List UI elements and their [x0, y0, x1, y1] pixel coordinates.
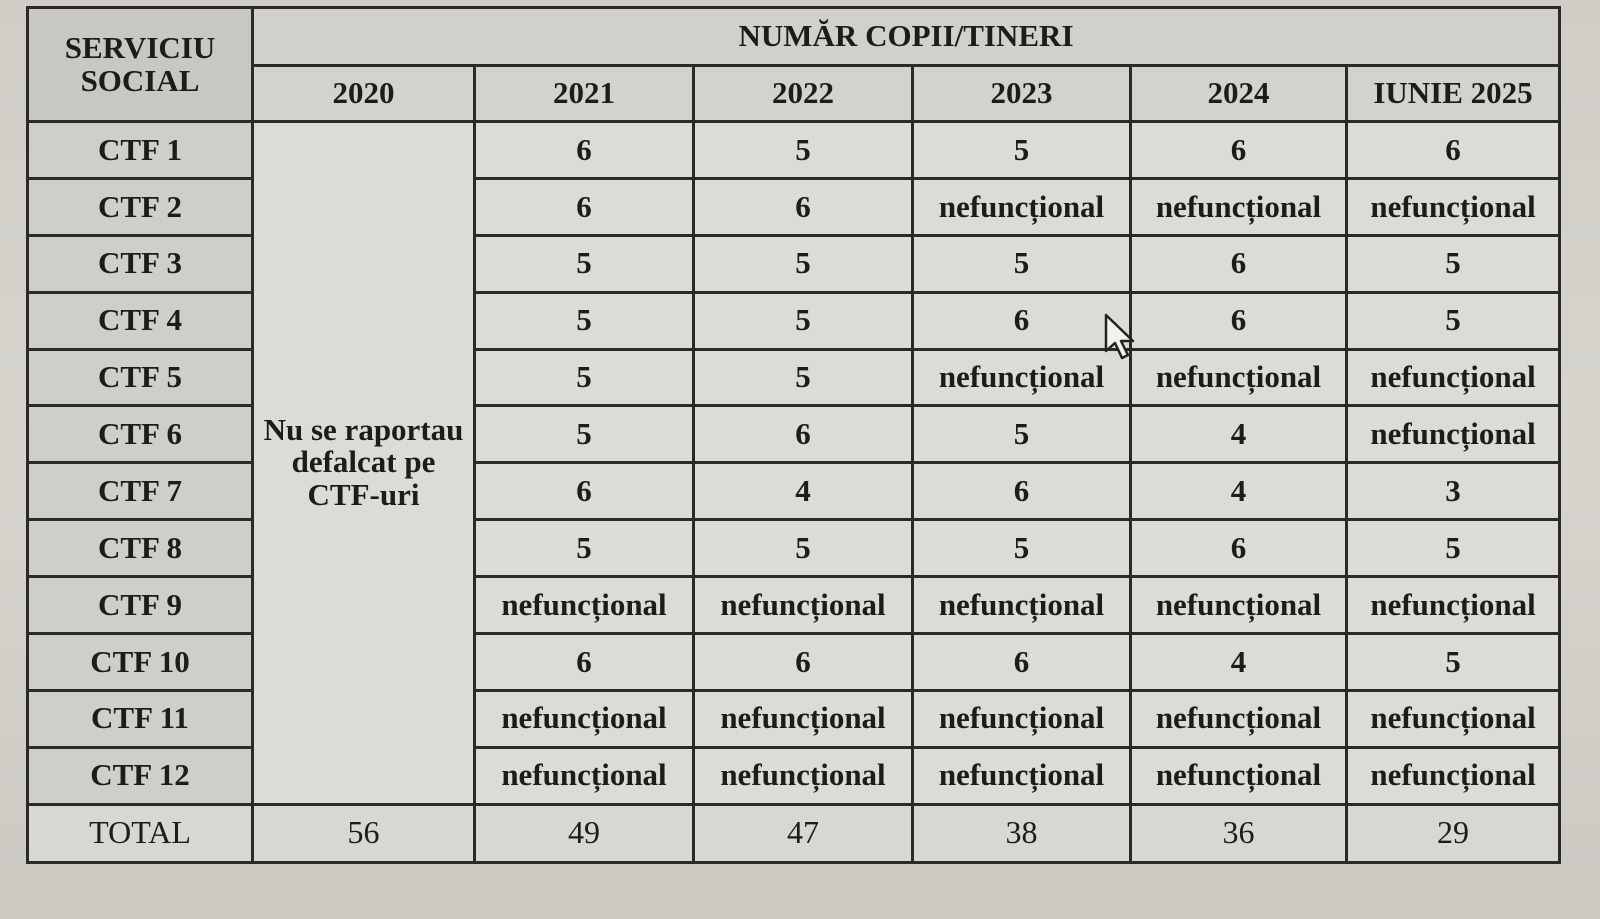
- table-cell: 4: [1131, 406, 1347, 463]
- table-cell: 6: [475, 122, 694, 179]
- row-label: CTF 4: [28, 292, 253, 349]
- row-label: CTF 5: [28, 349, 253, 406]
- table-cell: nefuncțional: [694, 577, 913, 634]
- table-cell: 5: [475, 349, 694, 406]
- total-cell: 49: [475, 804, 694, 863]
- table-cell: 6: [913, 292, 1131, 349]
- table-cell: 6: [1131, 520, 1347, 577]
- table-cell: 3: [1347, 463, 1560, 520]
- table-cell: nefuncțional: [913, 747, 1131, 804]
- table-cell: 5: [475, 235, 694, 292]
- row-label: CTF 11: [28, 690, 253, 747]
- table-cell: 6: [913, 633, 1131, 690]
- table-row: [28, 122, 1560, 179]
- table-cell: nefuncțional: [1347, 747, 1560, 804]
- total-cell: 36: [1131, 804, 1347, 863]
- table-cell: 5: [1347, 520, 1560, 577]
- table-cell: 5: [694, 122, 913, 179]
- table-cell: nefuncțional: [1131, 690, 1347, 747]
- row-label: CTF 10: [28, 633, 253, 690]
- table-cell: 6: [1347, 122, 1560, 179]
- table-cell: 4: [694, 463, 913, 520]
- header-year: 2022: [694, 66, 913, 122]
- table-cell: 4: [1131, 633, 1347, 690]
- table-cell: 5: [913, 235, 1131, 292]
- table-cell: nefuncțional: [1131, 577, 1347, 634]
- table-cell: 5: [1347, 633, 1560, 690]
- table-cell: nefuncțional: [1347, 406, 1560, 463]
- table-cell: nefuncțional: [694, 690, 913, 747]
- table-cell: 6: [1131, 235, 1347, 292]
- table-cell: 6: [694, 406, 913, 463]
- mouse-pointer-icon: [1104, 313, 1138, 361]
- header-year: IUNIE 2025: [1347, 66, 1560, 122]
- table-cell: 6: [475, 633, 694, 690]
- table-cell: 5: [913, 122, 1131, 179]
- table-cell: 5: [475, 292, 694, 349]
- row-label: CTF 1: [28, 122, 253, 179]
- table-cell: nefuncțional: [1347, 690, 1560, 747]
- total-cell: 47: [694, 804, 913, 863]
- table-cell: nefuncțional: [1131, 349, 1347, 406]
- header-year: 2023: [913, 66, 1131, 122]
- table-cell: 6: [913, 463, 1131, 520]
- header-group: NUMĂR COPII/TINERI: [253, 8, 1560, 66]
- table-cell: nefuncțional: [1347, 349, 1560, 406]
- header-service: SERVICIU SOCIAL: [28, 8, 253, 122]
- total-cell: 38: [913, 804, 1131, 863]
- table-cell: nefuncțional: [913, 178, 1131, 235]
- table-cell: 6: [475, 178, 694, 235]
- row-label: CTF 3: [28, 235, 253, 292]
- header-year: 2020: [253, 66, 475, 122]
- table-cell: nefuncțional: [1347, 178, 1560, 235]
- table-cell: 4: [1131, 463, 1347, 520]
- table-cell: 6: [475, 463, 694, 520]
- table-cell: 5: [694, 349, 913, 406]
- total-cell: 56: [253, 804, 475, 863]
- table-cell: 6: [694, 633, 913, 690]
- table-cell: nefuncțional: [913, 349, 1131, 406]
- header-year: 2021: [475, 66, 694, 122]
- table-cell: 5: [694, 292, 913, 349]
- table-cell: 6: [694, 178, 913, 235]
- table-cell: nefuncțional: [1347, 577, 1560, 634]
- table-cell: 5: [475, 520, 694, 577]
- table-cell: 5: [1347, 292, 1560, 349]
- table-cell: nefuncțional: [475, 577, 694, 634]
- table-cell: 5: [694, 235, 913, 292]
- table-cell: 5: [694, 520, 913, 577]
- table-cell: 5: [1347, 235, 1560, 292]
- table-cell: nefuncțional: [475, 690, 694, 747]
- row-label: CTF 8: [28, 520, 253, 577]
- header-year: 2024: [1131, 66, 1347, 122]
- total-row: [28, 804, 1560, 863]
- row-label: CTF 2: [28, 178, 253, 235]
- row-label: CTF 7: [28, 463, 253, 520]
- note-2020: Nu se raportau defalcat pe CTF-uri: [253, 122, 475, 805]
- table-cell: 6: [1131, 122, 1347, 179]
- row-label: CTF 12: [28, 747, 253, 804]
- table-cell: nefuncțional: [913, 690, 1131, 747]
- table-cell: 5: [913, 406, 1131, 463]
- table-cell: nefuncțional: [1131, 178, 1347, 235]
- table-cell: nefuncțional: [913, 577, 1131, 634]
- table-cell: 5: [913, 520, 1131, 577]
- total-label: TOTAL: [28, 804, 253, 863]
- table-cell: nefuncțional: [475, 747, 694, 804]
- row-label: CTF 6: [28, 406, 253, 463]
- table-cell: nefuncțional: [694, 747, 913, 804]
- table-cell: 6: [1131, 292, 1347, 349]
- table-cell: nefuncțional: [1131, 747, 1347, 804]
- data-table: [26, 6, 1561, 864]
- total-cell: 29: [1347, 804, 1560, 863]
- row-label: CTF 9: [28, 577, 253, 634]
- table-cell: 5: [475, 406, 694, 463]
